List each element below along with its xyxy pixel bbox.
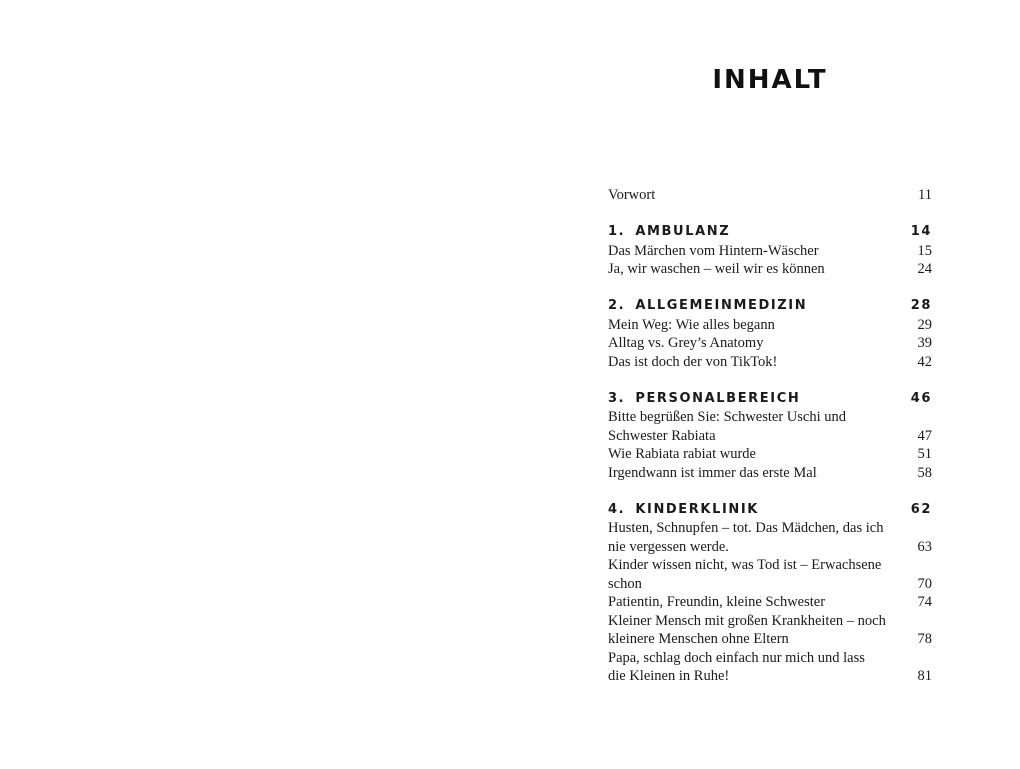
toc-entry (608, 242, 932, 261)
toc-entry (608, 612, 932, 649)
entry-title: Kinder wissen nicht, was Tod ist – Erwachsene schon (608, 557, 882, 592)
chapter-name: KINDERKLINIK (635, 501, 759, 517)
chapter-number: 2. (608, 298, 626, 313)
entry-title: Mein Weg: Wie alles begann (608, 316, 775, 333)
toc-page (608, 0, 932, 769)
chapter-number: 4. (608, 501, 626, 517)
toc-entry (608, 334, 932, 353)
entry-title: Das ist doch der von TikTok! (608, 353, 778, 370)
entry-title: Irgendwann ist immer das erste Mal (608, 464, 817, 481)
chapter-page-number: 14 (910, 224, 932, 239)
entry-title: Das Märchen vom Hintern-Wäscher (608, 242, 819, 259)
chapter-title (608, 390, 886, 409)
entry-title: Bitte begrüßen Sie: Schwester Uschi und Schwester Rabiata (608, 409, 846, 444)
toc-chapter-heading (608, 223, 932, 242)
chapter-page-number: 46 (910, 390, 932, 406)
toc-chapter-heading (608, 501, 932, 520)
entry-title: Papa, schlag doch einfach nur mich und lass die Kleinen in Ruhe! (608, 649, 865, 684)
entry-page-number: 81 (917, 668, 932, 684)
toc-entry (608, 316, 932, 335)
chapter-name: PERSONALBEREICH (635, 390, 801, 406)
chapter-title (608, 501, 886, 520)
toc-chapter-heading (608, 297, 932, 316)
entry-page-number: 29 (917, 316, 932, 333)
entry-page-number: 15 (917, 242, 932, 259)
toc-title: INHALT (712, 65, 828, 95)
toc-entry (608, 556, 932, 593)
entry-page-number: 51 (917, 446, 932, 462)
toc-entry (608, 649, 932, 686)
toc-entry (608, 445, 932, 464)
entry-page-number: 11 (918, 187, 932, 203)
entry-page-number: 78 (917, 631, 932, 647)
chapter-page-number: 62 (910, 501, 932, 517)
entry-title: Ja, wir waschen – weil wir es können (608, 261, 825, 277)
entry-title: Patientin, Freundin, kleine Schwester (608, 594, 826, 610)
entry-title: Wie Rabiata rabiat wurde (608, 446, 756, 462)
toc-entry (608, 186, 932, 205)
entry-page-number: 39 (917, 335, 932, 351)
entry-page-number: 74 (917, 594, 932, 610)
entry-title: Husten, Schnupfen – tot. Das Mädchen, das ich nie vergessen werde. (608, 520, 884, 555)
chapter-number: 3. (608, 390, 626, 406)
chapter-number: 1. (608, 224, 626, 239)
toc-chapter-heading (608, 390, 932, 409)
entry-page-number: 42 (917, 353, 932, 370)
toc-entry (608, 593, 932, 612)
chapter-name: AMBULANZ (635, 224, 731, 239)
toc-entry (608, 260, 932, 279)
chapter-page-number: 28 (910, 298, 932, 313)
toc-entry (608, 519, 932, 556)
toc-entry (608, 353, 932, 372)
entry-title: Vorwort (608, 187, 656, 203)
toc-entry (608, 464, 932, 483)
toc-entry (608, 408, 932, 445)
chapter-title (608, 223, 886, 242)
entry-page-number: 24 (917, 261, 932, 277)
entry-title: Alltag vs. Grey’s Anatomy (608, 335, 764, 351)
chapter-name: ALLGEMEINMEDIZIN (635, 298, 808, 313)
entry-title: Kleiner Mensch mit großen Krankheiten – noch kleinere Menschen ohne Eltern (608, 612, 886, 647)
entry-page-number: 70 (917, 575, 932, 592)
entry-page-number: 47 (917, 427, 932, 444)
entry-page-number: 58 (917, 464, 932, 481)
toc-list (608, 186, 932, 686)
entry-page-number: 63 (917, 538, 932, 555)
chapter-title (608, 297, 886, 316)
